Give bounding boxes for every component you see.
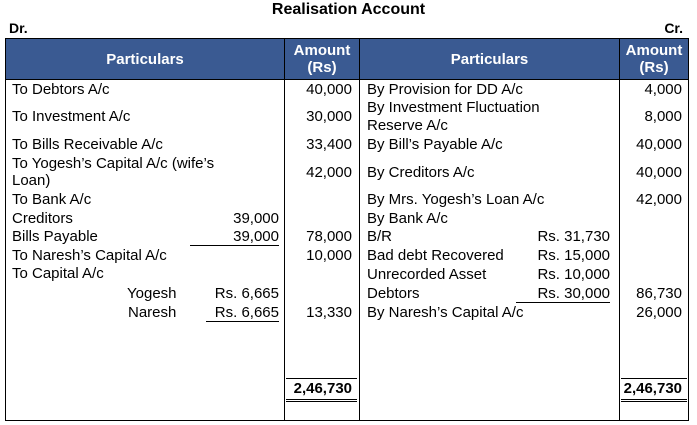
- debit-naresh-capital-amount: 10,000: [306, 247, 352, 264]
- debit-bills-payable: Bills Payable: [12, 228, 98, 245]
- credit-investment-fluctuation-amount: 8,000: [644, 108, 682, 125]
- credit-bank: By Bank A/c: [367, 210, 448, 227]
- credit-bad-debt: Bad debt Recovered: [367, 247, 504, 264]
- credit-total: 2,46,730: [623, 380, 682, 397]
- debit-total-rule: [286, 401, 357, 402]
- account-title: Realisation Account: [271, 1, 426, 18]
- credit-total-rule: [621, 401, 687, 402]
- credit-mrs-yogesh-loan: By Mrs. Yogesh’s Loan A/c: [367, 191, 545, 208]
- credit-debtors: Debtors: [367, 285, 420, 302]
- header-divider: [6, 79, 688, 80]
- credit-unrecorded-asset: Unrecorded Asset: [367, 266, 487, 283]
- credit-bad-debt-sub: Rs. 15,000: [537, 247, 610, 264]
- debit-yogesh-wife-loan: To Yogesh’s Capital A/c (wife’s: [12, 155, 215, 172]
- header-amount-credit: Amount (Rs): [620, 39, 688, 79]
- credit-bills-payable: By Bill’s Payable A/c: [367, 136, 503, 153]
- debit-total-rule: [286, 378, 357, 379]
- debit-bank: To Bank A/c: [12, 191, 92, 208]
- debit-naresh: Naresh: [128, 304, 177, 321]
- header-particulars-debit: Particulars: [6, 39, 284, 79]
- debit-capital-amount: 13,330: [306, 304, 352, 321]
- credit-creditors-amount: 40,000: [636, 164, 682, 181]
- debit-yogesh: Yogesh: [127, 285, 177, 302]
- credit-total-rule: [621, 378, 687, 379]
- debit-yogesh-wife-loan-cont: Loan): [12, 172, 51, 189]
- credit-naresh-capital-amount: 26,000: [636, 304, 682, 321]
- debit-total-rule: [286, 399, 357, 400]
- debit-debtors-amount: 40,000: [306, 81, 352, 98]
- credit-mrs-yogesh-loan-amount: 42,000: [636, 191, 682, 208]
- debit-total: 2,46,730: [293, 380, 352, 397]
- debit-creditors-sub: 39,000: [233, 210, 279, 227]
- debit-yogesh-wife-loan-amount: 42,000: [306, 164, 352, 181]
- debit-naresh-capital: To Naresh’s Capital A/c: [12, 247, 167, 264]
- credit-br-sub: Rs. 31,730: [537, 228, 610, 245]
- credit-provision: By Provision for DD A/c: [367, 81, 523, 98]
- realisation-account-table: [5, 38, 689, 421]
- debit-debtors: To Debtors A/c: [12, 81, 110, 98]
- header-particulars-credit: Particulars: [360, 39, 619, 79]
- debit-to-capital: To Capital A/c: [12, 265, 104, 282]
- credit-br: B/R: [367, 228, 393, 245]
- credit-provision-amount: 4,000: [644, 81, 682, 98]
- debit-investment: To Investment A/c: [12, 108, 131, 125]
- credit-unrecorded-asset-sub: Rs. 10,000: [537, 266, 610, 283]
- debit-bank-amount: 78,000: [306, 228, 352, 245]
- credit-investment-fluctuation-cont: Reserve A/c: [367, 117, 448, 134]
- debit-naresh-sub: Rs. 6,665: [206, 304, 279, 322]
- debit-bills-receivable-amount: 33,400: [306, 136, 352, 153]
- debit-bills-receivable: To Bills Receivable A/c: [12, 136, 163, 153]
- column-divider: [284, 39, 285, 420]
- debit-investment-amount: 30,000: [306, 108, 352, 125]
- debit-label: Dr.: [9, 20, 28, 36]
- credit-debtors-sub: Rs. 30,000: [516, 285, 610, 303]
- credit-creditors: By Creditors A/c: [367, 164, 475, 181]
- credit-bills-payable-amount: 40,000: [636, 136, 682, 153]
- debit-yogesh-sub: Rs. 6,665: [214, 285, 279, 302]
- credit-bank-amount: 86,730: [636, 285, 682, 302]
- column-divider: [359, 39, 360, 420]
- debit-bills-payable-sub: 39,000: [190, 228, 279, 246]
- credit-label: Cr.: [664, 20, 683, 36]
- debit-creditors: Creditors: [12, 210, 73, 227]
- header-amount-debit: Amount (Rs): [285, 39, 359, 79]
- credit-total-rule: [621, 399, 687, 400]
- credit-naresh-capital: By Naresh’s Capital A/c: [367, 304, 524, 321]
- credit-investment-fluctuation: By Investment Fluctuation: [367, 99, 540, 116]
